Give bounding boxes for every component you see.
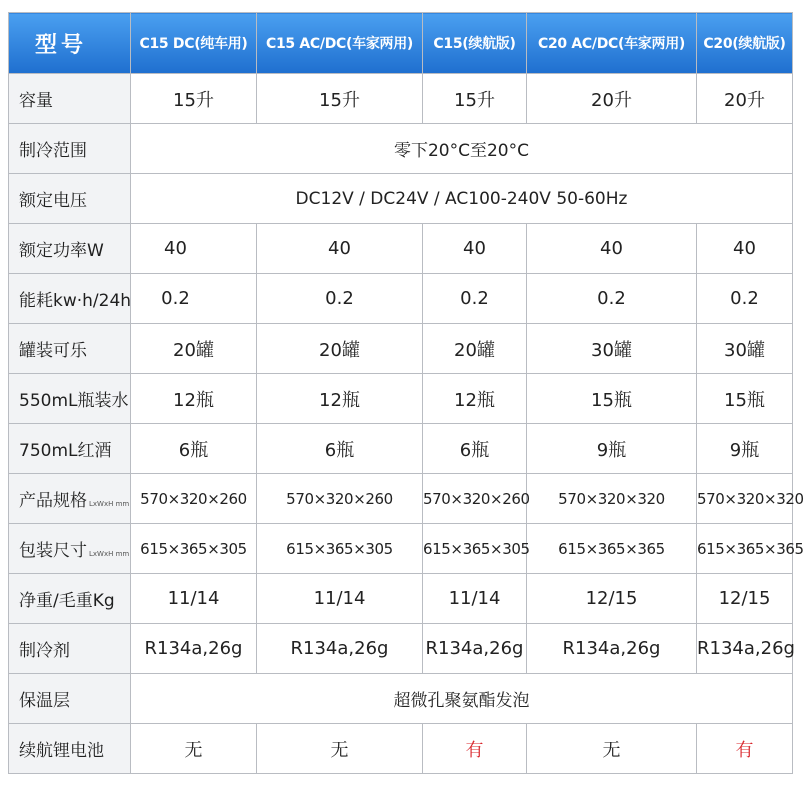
value-cell: 6瓶 [423,424,527,474]
row-label: 保温层 [9,674,131,724]
value-cell: 570×320×320 [527,474,697,524]
value-cell: 12瓶 [257,374,423,424]
value-cell: 40 [423,224,527,274]
row-label: 续航锂电池 [9,724,131,774]
value-cell: R134a,26g [423,624,527,674]
value-cell: 0.2 [131,274,257,324]
row-label-text: 包装尺寸 [19,541,87,561]
row-label: 550mL瓶装水 [9,374,131,424]
row-rated-power [9,224,793,274]
value-cell: 30罐 [697,324,793,374]
row-label: 额定功率W [9,224,131,274]
row-cooling-range [9,124,793,174]
row-energy-consumption [9,274,793,324]
value-cell: 20罐 [131,324,257,374]
value-cell: 40 [527,224,697,274]
value-cell: R134a,26g [257,624,423,674]
row-lithium-battery [9,724,793,774]
value-cell: 20罐 [257,324,423,374]
row-label: 制冷剂 [9,624,131,674]
value-cell: 11/14 [423,574,527,624]
row-label-text: 产品规格 [19,491,87,511]
row-product-dimensions [9,474,793,524]
row-rated-voltage [9,174,793,224]
value-cell: 570×320×260 [131,474,257,524]
value-cell: 40 [257,224,423,274]
value-cell: 615×365×305 [131,524,257,574]
model-header-label: 型号 [9,13,131,74]
value-cell: 0.2 [527,274,697,324]
value-cell: 0.2 [257,274,423,324]
value-cell: 15升 [131,74,257,124]
row-label: 制冷范围 [9,124,131,174]
value-cell: 615×365×365 [697,524,793,574]
row-label: 容量 [9,74,131,124]
value-cell: R134a,26g [527,624,697,674]
row-label: 额定电压 [9,174,131,224]
value-cell-highlight: 有 [423,724,527,774]
spec-table [8,12,804,774]
value-cell: 9瓶 [697,424,793,474]
value-cell: 15升 [423,74,527,124]
row-weight [9,574,793,624]
row-label: 能耗kw·h/24h [9,274,131,324]
header-row [9,13,793,74]
value-cell: 无 [527,724,697,774]
row-refrigerant [9,624,793,674]
row-label: 净重/毛重Kg [9,574,131,624]
spanned-value-cell: DC12V / DC24V / AC100-240V 50-60Hz [131,174,793,224]
row-bottled-water [9,374,793,424]
value-cell: 12/15 [527,574,697,624]
row-red-wine [9,424,793,474]
value-cell: 615×365×305 [423,524,527,574]
value-cell: 570×320×320 [697,474,793,524]
row-label [9,524,131,574]
value-cell: 20升 [527,74,697,124]
value-cell: 20升 [697,74,793,124]
value-cell: 无 [131,724,257,774]
model-header-c20-acdc: C20 AC/DC(车家两用) [527,13,697,74]
row-label [9,474,131,524]
row-canned-cola [9,324,793,374]
value-cell: 20罐 [423,324,527,374]
row-label-unit: LxWxH mm [89,550,130,558]
value-cell: 11/14 [257,574,423,624]
value-cell: 40 [697,224,793,274]
value-cell: R134a,26g [697,624,793,674]
value-cell: 6瓶 [257,424,423,474]
value-cell: 无 [257,724,423,774]
spanned-value-cell: 零下20°C至20°C [131,124,793,174]
value-cell: 11/14 [131,574,257,624]
value-cell: 30罐 [527,324,697,374]
value-cell: 570×320×260 [423,474,527,524]
value-cell: 15升 [257,74,423,124]
row-capacity [9,74,793,124]
value-cell: R134a,26g [131,624,257,674]
row-label-unit: LxWxH mm [89,500,130,508]
value-cell: 0.2 [697,274,793,324]
value-cell: 12/15 [697,574,793,624]
value-cell: 12瓶 [131,374,257,424]
value-cell: 9瓶 [527,424,697,474]
value-cell: 6瓶 [131,424,257,474]
spanned-value-cell: 超微孔聚氨酯发泡 [131,674,793,724]
row-label: 750mL红酒 [9,424,131,474]
model-header-c15-dc: C15 DC(纯车用) [131,13,257,74]
value-cell-highlight: 有 [697,724,793,774]
value-cell: 570×320×260 [257,474,423,524]
row-insulation [9,674,793,724]
row-package-dimensions [9,524,793,574]
value-cell: 0.2 [423,274,527,324]
value-cell: 15瓶 [527,374,697,424]
model-header-c15-acdc: C15 AC/DC(车家两用) [257,13,423,74]
value-cell: 615×365×365 [527,524,697,574]
value-cell: 615×365×305 [257,524,423,574]
value-cell: 15瓶 [697,374,793,424]
model-header-c20-endurance: C20(续航版) [697,13,793,74]
row-label: 罐装可乐 [9,324,131,374]
model-header-c15-endurance: C15(续航版) [423,13,527,74]
value-cell: 40 [131,224,257,274]
value-cell: 12瓶 [423,374,527,424]
